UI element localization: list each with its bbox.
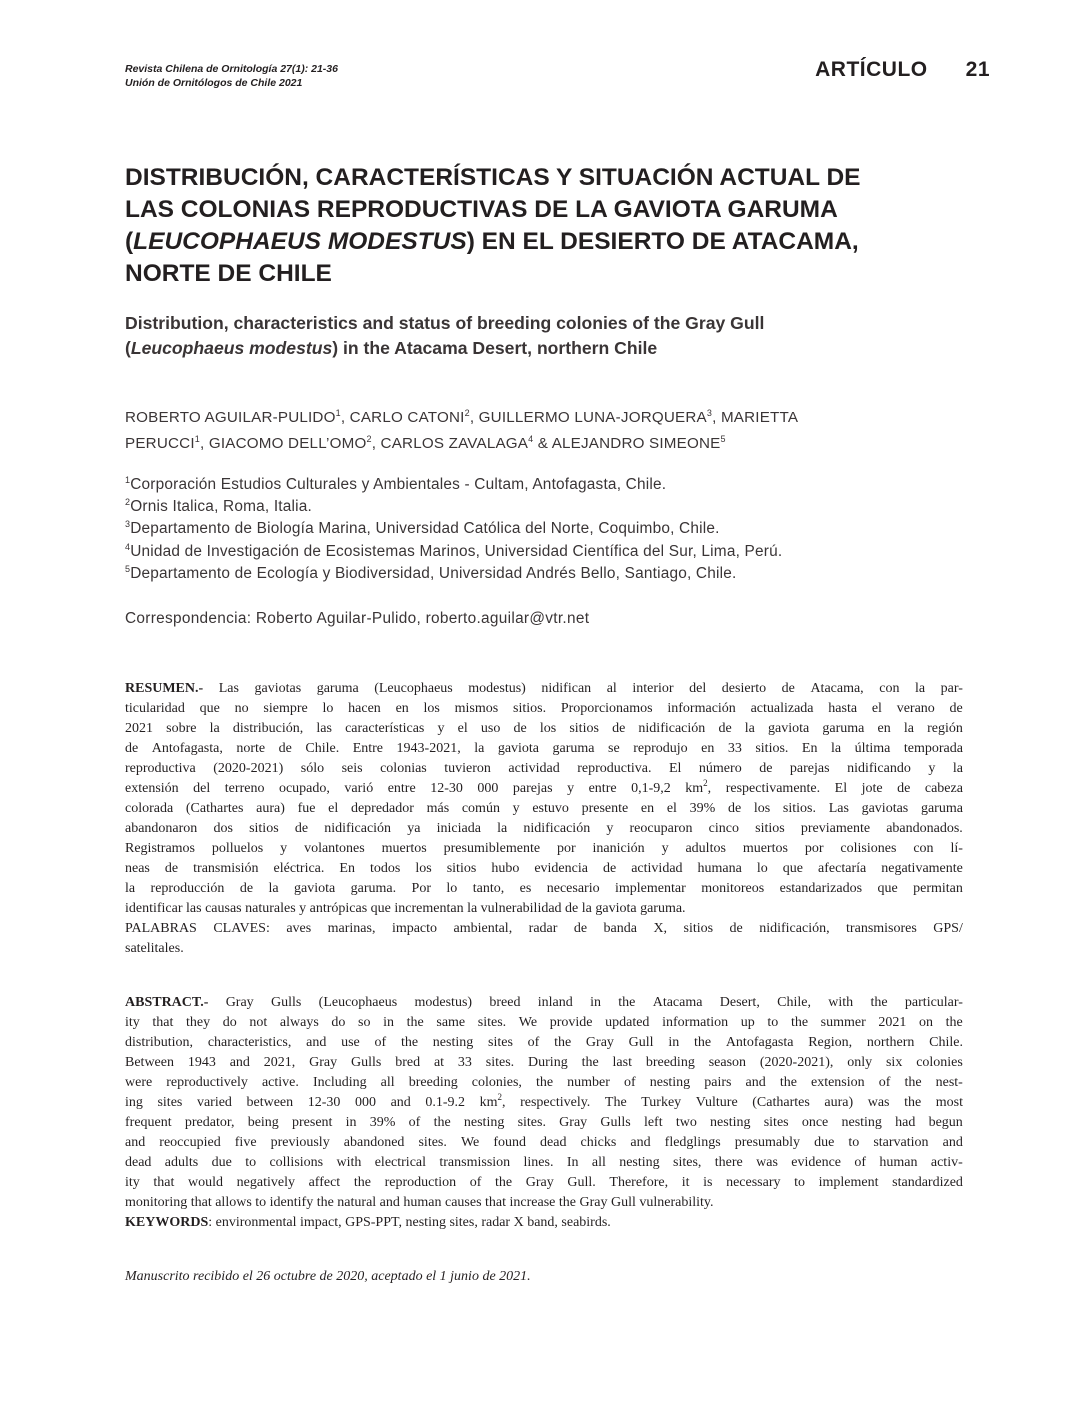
resumen-line: la reproducción de la gaviota garuma. Por lo tanto, es necesario implementar monitoreos estandarizados que permitan: [125, 881, 963, 896]
affiliation: $^2$Ornis Italica, Roma, Italia.: [125, 497, 313, 516]
keywords: KEYWORDS: environmental impact, GPS-PPT, nesting sites, radar X band, seabirds.: [125, 1215, 611, 1230]
title-en-line: Distribution, characteristics and status of breeding colonies of the Gray Gull: [125, 313, 765, 333]
affiliation: $^1$Corporación Estudios Culturales y Ambientales - Cultam, Antofagasta, Chile.: [125, 475, 667, 493]
affiliation: $^3$Departamento de Biología Marina, Universidad Católica del Norte, Coquimbo, Chile.: [125, 519, 720, 538]
abstract-line: were reproductively active. Including all breeding colonies, the number of nesting pairs and the extension of the nest-: [125, 1075, 963, 1090]
authors-line: ROBERTO AGUILAR-PULIDO$^1$, CARLO CATONI$^2$, GUILLERMO LUNA-JORQUERA$^3$, MARIETTA: [125, 408, 799, 426]
affiliation: $^5$Departamento de Ecología y Biodiversidad, Universidad Andrés Bello, Santiago, Chile.: [125, 563, 737, 582]
palabras-claves: PALABRAS CLAVES: aves marinas, impacto ambiental, radar de banda X, sitios de nidificación, transmisores GPS/: [125, 921, 963, 936]
abstract-line: distribution, characteristics, and use of the nesting sites of the Gray Gull in the Antofagasta Region, northern Chile.: [125, 1035, 963, 1050]
title-es-line: NORTE DE CHILE: [125, 260, 332, 287]
author-list: [125, 405, 965, 457]
abstract-line: ing sites varied between 12-30 000 and 0.1-9.2 $km^2$, respectively. The Turkey Vulture (Cathartes aura) was the most: [125, 1092, 963, 1110]
journal-citation: Revista Chilena de Ornitología 27(1): 21-36: [125, 63, 338, 75]
journal-info: [125, 62, 338, 90]
title-en-line: (Leucophaeus modestus) in the Atacama Desert, northern Chile: [125, 338, 658, 358]
abstract-line: Between 1943 and 2021, Gray Gulls bred at 33 sites. During the last breeding season (2020-2021), only six colonies: [125, 1055, 963, 1070]
section-header: [790, 58, 990, 82]
resumen-line: de Antofagasta, norte de Chile. Entre 1943-2021, la gaviota garuma se reprodujo en 33 sitios. En la última temporada: [125, 741, 963, 756]
resumen-line: Registramos polluelos y volantones muertos presumiblemente por inanición y adultos muertos por colisiones con lí-: [125, 841, 963, 856]
title-spanish: [125, 162, 965, 290]
received-note: Manuscrito recibido el 26 octubre de 2020, aceptado el 1 junio de 2021.: [125, 1269, 531, 1284]
resumen-line: extensión del terreno ocupado, varió entre 12-30 000 parejas y entre 0,1-9,2 $km^2$, respectivamente. El jote de cabeza: [125, 778, 963, 796]
resumen-line: 2021 sobre la distribución, las características y el uso de los sitios de nidificación de la gaviota garuma en la región: [125, 721, 963, 736]
abstract-line: ABSTRACT.- Gray Gulls (Leucophaeus modestus) breed inland in the Atacama Desert, Chile, with the particular-: [125, 995, 963, 1010]
resumen-line: neas de transmisión eléctrica. En todos los sitios hubo evidencia de actividad humana lo que afectaría negativamente: [125, 861, 963, 876]
resumen-line: RESUMEN.- Las gaviotas garuma (Leucophaeus modestus) nidifican al interior del desierto de Atacama, con la par-: [125, 681, 963, 696]
resumen-line: reproductiva (2020-2021) sólo seis colonias tuvieron actividad reproductiva. El número de parejas nidificando y la: [125, 761, 963, 776]
abstract-line: monitoring that allows to identify the natural and human causes that increase the Gray Gull vulnerability.: [125, 1195, 714, 1210]
title-es-line: LAS COLONIAS REPRODUCTIVAS DE LA GAVIOTA GARUMA: [125, 196, 838, 223]
resumen-line: colorada (Cathartes aura) fue el depredador más común y estuvo presente en el 39% de los sitios. Las gaviotas garuma: [125, 801, 963, 816]
title-english: [125, 311, 965, 361]
abstract-line: dead adults due to collisions with electrical transmission lines. In all nesting sites, there was evidence of human activ-: [125, 1155, 963, 1170]
resumen-line: ticularidad que no siempre lo hacen en los mismos sitios. Proporcionamos información actualizada hasta el verano de: [125, 701, 963, 716]
resumen-line: abandonaron dos sitios de nidificación ya iniciada la nidificación y reocuparon cinco sitios previamente abandonados.: [125, 821, 963, 836]
affiliations: [125, 474, 975, 585]
journal-publisher: Unión de Ornitólogos de Chile 2021: [125, 77, 303, 89]
title-es-line: (LEUCOPHAEUS MODESTUS) EN EL DESIERTO DE ATACAMA,: [125, 228, 859, 255]
abstract-line: and reoccupied five previously abandoned sites. We found dead chicks and fledglings presumably due to starvation and: [125, 1135, 963, 1150]
abstract-line: ity that would negatively affect the reproduction of the Gray Gull. Therefore, it is necessary to implement standardized: [125, 1175, 963, 1190]
section-label: ARTÍCULO: [815, 58, 928, 81]
palabras-claves-cont: satelitales.: [125, 941, 184, 956]
correspondence: Correspondencia: Roberto Aguilar-Pulido, roberto.aguilar@vtr.net: [125, 610, 590, 627]
resumen-block: [125, 679, 963, 959]
title-es-line: DISTRIBUCIÓN, CARACTERÍSTICAS Y SITUACIÓN ACTUAL DE: [125, 164, 861, 191]
abstract-line: ity that they do not always do so in the same sites. We provide updated information up to the summer 2021 on the: [125, 1015, 963, 1030]
resumen-line: identificar las causas naturales y antrópicas que incrementan la vulnerabilidad de la gaviota garuma.: [125, 901, 686, 916]
affiliation: $^4$Unidad de Investigación de Ecosistemas Marinos, Universidad Científica del Sur, Lima, Perú.: [125, 541, 783, 560]
abstract-block: [125, 993, 963, 1233]
authors-line: PERUCCI$^1$, GIACOMO DELL’OMO$^2$, CARLOS ZAVALAGA$^4$ & ALEJANDRO SIMEONE$^5$: [125, 434, 726, 452]
page-number: 21: [965, 58, 990, 81]
abstract-line: frequent predator, being present in 39% of the nesting sites. Gray Gulls left two nesting sites once nesting had begun: [125, 1115, 963, 1130]
